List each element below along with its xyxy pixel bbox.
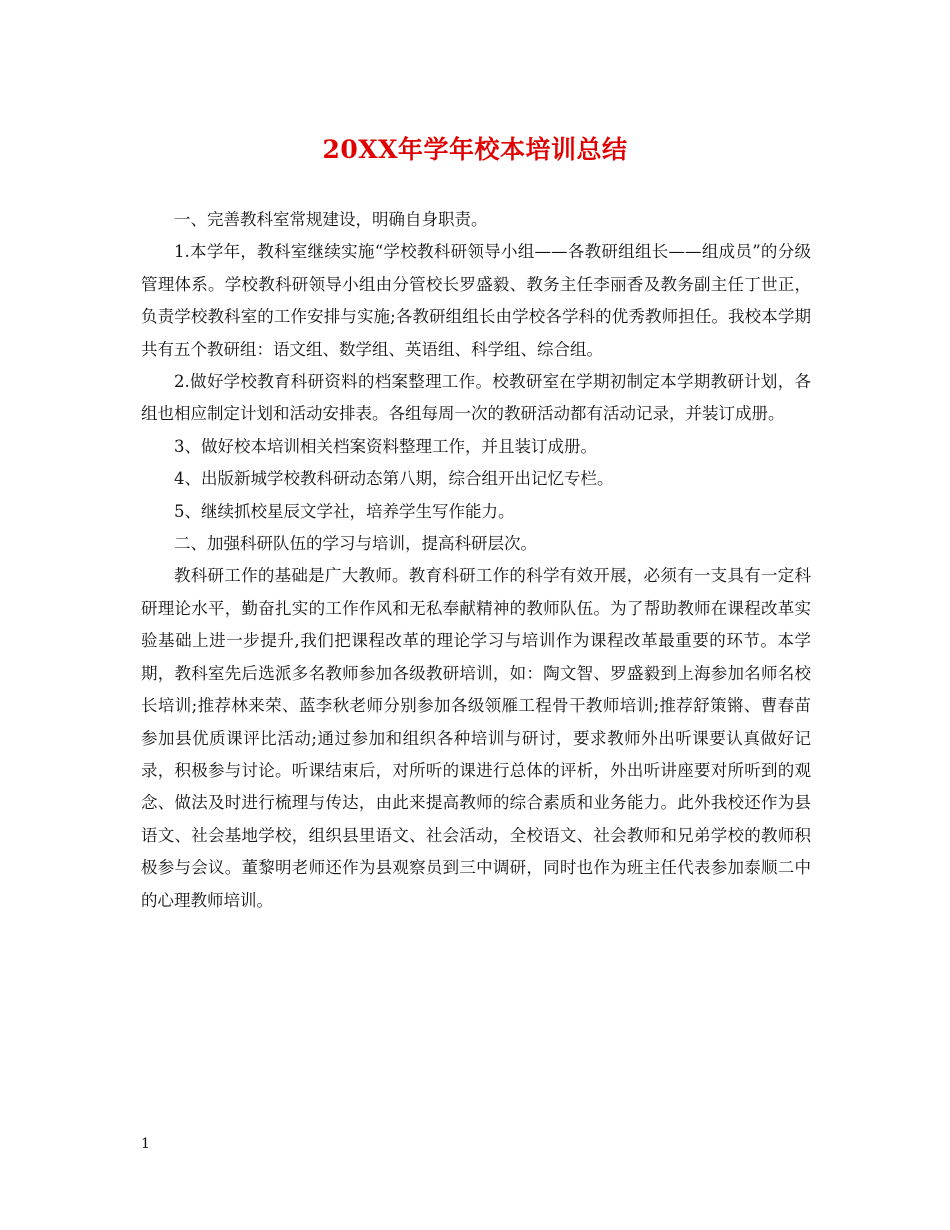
- document-body: [141, 204, 811, 917]
- document-title: 20XX年学年校本培训总结: [322, 135, 628, 164]
- section-heading-2: 二、加强科研队伍的学习与培训，提高科研层次。: [174, 534, 537, 554]
- paragraph-4: 4、出版新城学校教科研动态第八期，综合组开出记忆专栏。: [174, 469, 614, 489]
- paragraph-1: 1.本学年，教科室继续实施“学校教科研领导小组——各教研组组长——组成员”的分级管理体系。学校教科研领导小组由分管校长罗盛毅、教务主任李丽香及教务副主任丁世正，负责学校教科室的工作安排与实施;各教研组组长由学校各学科的优秀教师担任。我校本学期共有五个教研组：语文组、数学组、英语组、科学组、综合组。: [141, 242, 811, 359]
- section-heading-1: 一、完善教科室常规建设，明确自身职责。: [174, 210, 488, 229]
- paragraph-6: 教科研工作的基础是广大教师。教育科研工作的科学有效开展，必须有一支具有一定科研理论水平，勤奋扎实的工作作风和无私奉献精神的教师队伍。为了帮助教师在课程改革实验基础上进一步提升,我们把课程改革的理论学习与培训作为课程改革最重要的环节。本学期，教科室先后选派多名教师参加各级教研培训，如：陶文智、罗盛毅到上海参加名师名校长培训;推荐林来荣、蓝李秋老师分别参加各级领雁工程骨干教师培训;推荐舒策锵、曹春苗参加县优质课评比活动;通过参加和组织各种培训与研讨，要求教师外出听课要认真做好记录，积极参与讨论。听课结束后，对所听的课进行总体的评析，外出听讲座要对所听到的观念、做法及时进行梳理与传达，由此来提高教师的综合素质和业务能力。此外我校还作为县语文、社会基地学校，组织县里语文、社会活动，全校语文、社会教师和兄弟学校的教师积极参与会议。董黎明老师还作为县观察员到三中调研，同时也作为班主任代表参加泰顺二中的心理教师培训。: [141, 566, 811, 910]
- paragraph-3: 3、做好校本培训相关档案资料整理工作，并且装订成册。: [174, 436, 597, 456]
- page-number: 1: [141, 1136, 150, 1152]
- paragraph-2: 2.做好学校教育科研资料的档案整理工作。校教研室在学期初制定本学期教研计划，各组也相应制定计划和活动安排表。各组每周一次的教研活动都有活动记录，并装订成册。: [141, 372, 811, 424]
- paragraph-5: 5、继续抓校星辰文学社，培养学生写作能力。: [174, 501, 515, 521]
